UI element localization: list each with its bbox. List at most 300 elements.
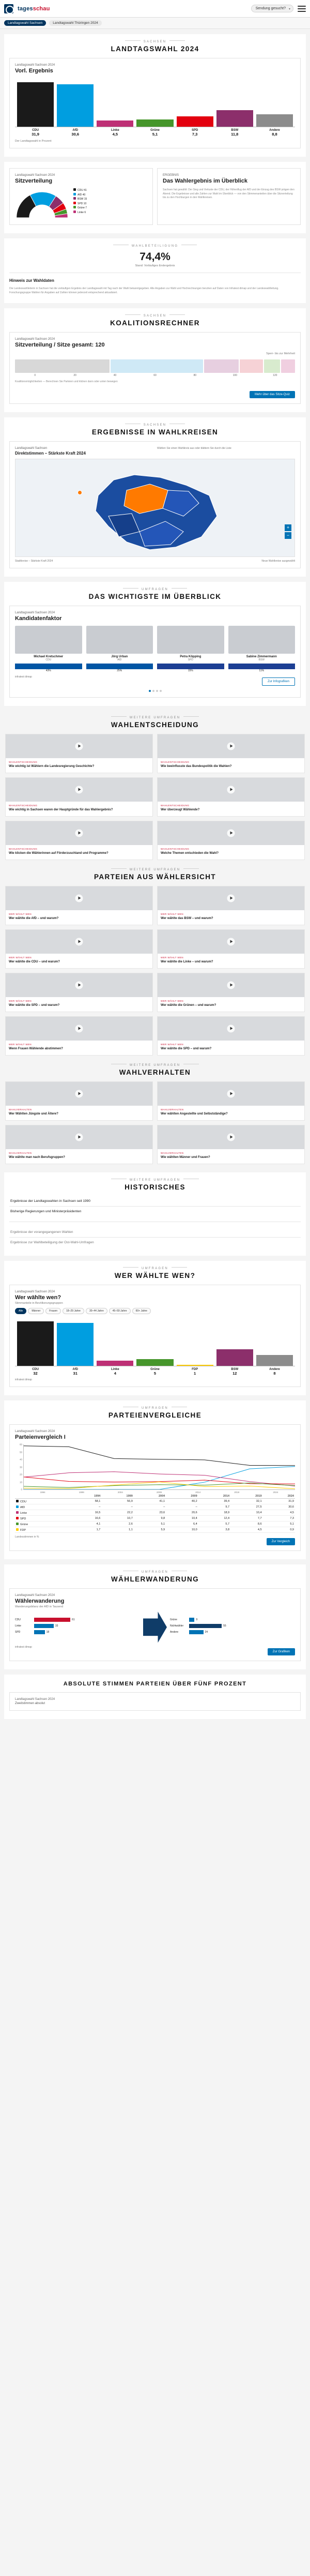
coalition-headline: Sitzverteilung / Sitze gesamt: 120 xyxy=(15,342,105,348)
filter-chip[interactable]: 30–44 Jahre xyxy=(86,1308,107,1314)
migration-value: 61 xyxy=(72,1618,75,1622)
table-cell: 10,4 xyxy=(256,1511,262,1515)
teaser-card[interactable] xyxy=(157,929,305,969)
table-header: 2024 xyxy=(263,1494,295,1499)
table-cell-party: SPD xyxy=(15,1516,69,1522)
history-list xyxy=(9,1196,301,1216)
migration-value: 9 xyxy=(196,1618,198,1622)
table-cell-party: CDU xyxy=(15,1499,69,1504)
parties-teaser-grid xyxy=(5,886,305,1056)
migration-bar xyxy=(34,1630,45,1634)
table-cell: 9,7 xyxy=(225,1505,230,1509)
teaser-thumbnail xyxy=(6,1017,152,1041)
constituency-legend-note: Wählen Sie einen Wahlkreis aus oder blättern Sie durch die Liste xyxy=(157,446,231,450)
play-icon[interactable] xyxy=(75,1134,83,1141)
teaser-tag: WAHLENTSCHEIDUNG xyxy=(9,847,38,850)
bar-label: SPD 7,3 xyxy=(191,129,198,137)
table-cell: 4,5 xyxy=(257,1528,262,1532)
whovoted-sub: Stimmanteile in Bevölkerungsgruppen xyxy=(15,1302,63,1305)
overview-text-card xyxy=(157,168,301,225)
teaser-headline: Wer wählte die SPD – und warum? xyxy=(161,1047,212,1051)
behaviour-kicker xyxy=(5,1064,305,1067)
scale-tick: 100 xyxy=(233,374,237,377)
x-tick: 2014 xyxy=(195,1491,201,1494)
play-icon[interactable] xyxy=(227,1134,235,1141)
table-cell: 16,6 xyxy=(95,1517,101,1520)
teaser-headline: Wer wählte die AfD – und warum? xyxy=(9,916,59,920)
play-icon[interactable] xyxy=(75,786,83,793)
candidate-eyebrow: Landtagswahl Sachsen 2024 xyxy=(15,611,55,614)
coalition-block[interactable] xyxy=(111,359,203,373)
avatar xyxy=(157,626,224,654)
whovoted-group-filter[interactable] xyxy=(15,1308,295,1314)
table-cell-party: FDP xyxy=(15,1527,69,1533)
teaser-card[interactable] xyxy=(5,1125,153,1164)
coalition-section xyxy=(4,308,306,412)
avatar xyxy=(15,626,82,654)
migration-row xyxy=(170,1630,295,1634)
table-row xyxy=(15,1499,295,1504)
bar-column xyxy=(216,78,253,127)
table-cell: 9,8 xyxy=(161,1517,165,1520)
migration-row xyxy=(15,1618,140,1622)
decision-teaser-grid xyxy=(5,734,305,860)
play-icon[interactable] xyxy=(75,742,83,750)
teaser-thumbnail xyxy=(158,1017,304,1041)
teaser-headline: Wie wählten Männer und Frauen? xyxy=(161,1156,210,1159)
seats-card xyxy=(9,168,153,225)
migration-label: CDU xyxy=(15,1618,21,1622)
absolute-sub: Zweitstimmen absolut xyxy=(15,1702,45,1706)
teaser-card[interactable] xyxy=(157,1016,305,1056)
y-tick: 50 xyxy=(19,1451,22,1454)
coalition-button-row xyxy=(15,388,295,398)
brand-part-1: tages xyxy=(18,5,33,12)
migration-kicker-text: UMFRAGEN xyxy=(142,1571,168,1574)
table-cell: 16,5 xyxy=(95,1511,101,1515)
table-cell: 40,2 xyxy=(191,1500,197,1503)
result-kicker xyxy=(9,40,301,43)
table-cell: 22,2 xyxy=(127,1511,133,1515)
teaser-thumbnail xyxy=(158,930,304,954)
filter-chip[interactable]: 18–29 Jahre xyxy=(63,1308,84,1314)
overview-title: Das Wahlergebnis im Überblick xyxy=(163,178,248,184)
teaser-headline: Wer wählte die Linke – und warum? xyxy=(161,960,213,963)
candidate-name: Michael Kretschmer xyxy=(34,655,64,658)
teaser-tag: WAHLENTSCHEIDUNG xyxy=(161,847,190,850)
teaser-tag: WER WÄHLT WEN xyxy=(9,1043,32,1046)
candidate-headline: Kandidatenfaktor xyxy=(15,615,62,622)
map-marker-icon xyxy=(78,490,82,495)
candidate-party: SPD xyxy=(188,658,193,661)
teaser-thumbnail xyxy=(158,734,304,758)
teaser-card[interactable] xyxy=(5,1081,153,1121)
teaser-tag: WAHLENTSCHEIDUNG xyxy=(161,804,190,807)
teaser-tag: WAHLVERHALTEN xyxy=(161,1108,184,1111)
bar-column xyxy=(256,1317,293,1366)
table-row xyxy=(15,1510,295,1516)
play-icon[interactable] xyxy=(75,829,83,837)
chevron-down-icon: ▾ xyxy=(288,8,290,11)
legend-item: SPD 10 xyxy=(73,202,87,206)
candidate-card-item[interactable] xyxy=(228,626,296,672)
behaviour-teaser-grid xyxy=(5,1081,305,1164)
brand-wordmark[interactable] xyxy=(18,6,50,12)
teaser-thumbnail xyxy=(158,778,304,802)
table-cell: 39,4 xyxy=(224,1500,230,1503)
table-cell: 8,6 xyxy=(257,1523,262,1526)
coalition-scale xyxy=(15,374,295,377)
coalition-card xyxy=(9,332,301,404)
coalition-seat-row[interactable] xyxy=(15,359,295,373)
y-tick: 40 xyxy=(19,1458,22,1461)
bar-label: BSW 11,8 xyxy=(231,129,239,137)
bar-column xyxy=(97,78,133,127)
bar-label: CDU 31,9 xyxy=(32,129,39,137)
filter-chip[interactable]: Frauen xyxy=(45,1308,61,1314)
bar-label: BSW 12 xyxy=(231,1368,239,1376)
menu-button[interactable] xyxy=(298,4,306,13)
breadcrumb-item-1[interactable]: Landtagswahl Thüringen 2024 xyxy=(49,20,101,26)
bar-label: Andere 8,8 xyxy=(269,129,280,137)
scale-tick: 60 xyxy=(153,374,157,377)
compare-table-head xyxy=(15,1494,295,1499)
bar-label: CDU 32 xyxy=(32,1368,39,1376)
migration-bar xyxy=(189,1618,194,1622)
table-header xyxy=(15,1494,69,1499)
teaser-card[interactable] xyxy=(5,973,153,1012)
seats-donut-wrap xyxy=(15,188,147,219)
teaser-headline: Wer wählte die CDU – und warum? xyxy=(9,960,60,963)
bar xyxy=(216,110,253,127)
migration-value: 24 xyxy=(205,1631,208,1634)
table-row xyxy=(15,1527,295,1533)
teaser-card[interactable] xyxy=(5,821,153,860)
series-line xyxy=(24,1482,295,1489)
teaser-card[interactable] xyxy=(5,886,153,925)
migration-label: SPD xyxy=(15,1631,21,1634)
coalition-block[interactable] xyxy=(15,359,110,373)
y-tick: 20 xyxy=(19,1473,22,1476)
bar-label: Linke 4,5 xyxy=(111,129,119,137)
filter-chip[interactable]: 60+ Jahre xyxy=(132,1308,151,1314)
teaser-tag: WAHLENTSCHEIDUNG xyxy=(9,760,38,763)
top-bar xyxy=(0,0,310,18)
coalition-block[interactable] xyxy=(240,359,263,373)
teaser-tag: WER WÄHLT WEN xyxy=(9,956,32,959)
avatar xyxy=(228,626,296,654)
candidate-kicker-text: UMFRAGEN xyxy=(142,587,168,591)
map-zoom-out-button[interactable]: − xyxy=(285,532,291,539)
bar-column xyxy=(97,1317,133,1366)
coalition-foot: Koalitionsmöglichkeiten — Berechnen Sie Parteien und klicken dann oder unten bewegen xyxy=(15,380,118,383)
legend-item: AfD 40 xyxy=(73,193,87,198)
table-cell: 27,5 xyxy=(256,1505,262,1509)
constituency-kicker xyxy=(9,424,301,427)
teaser-card[interactable] xyxy=(157,1125,305,1164)
play-icon[interactable] xyxy=(227,786,235,793)
candidate-card xyxy=(9,606,301,698)
history-kicker-text: WEITERE UMFRAGEN xyxy=(129,1179,181,1182)
teaser-card[interactable] xyxy=(157,1081,305,1121)
candidate-bar xyxy=(15,664,82,669)
parties-kicker xyxy=(5,868,305,871)
teaser-headline: Wenn Frauen Wählende abstimmen? xyxy=(9,1047,63,1051)
table-row xyxy=(15,1516,295,1522)
teaser-card[interactable] xyxy=(5,1016,153,1056)
candidate-name: Petra Köpping xyxy=(180,655,202,658)
bar-column xyxy=(136,78,173,127)
teaser-thumbnail xyxy=(6,973,152,997)
candidate-card-item[interactable] xyxy=(157,626,224,672)
whovoted-source: infratest dimap xyxy=(15,1378,32,1382)
table-cell: 5,9 xyxy=(161,1528,165,1532)
search-input[interactable] xyxy=(251,5,293,12)
table-cell: 2,6 xyxy=(129,1523,133,1526)
coalition-kicker-text: SACHSEN xyxy=(143,314,167,318)
table-cell: 56,9 xyxy=(127,1500,133,1503)
bar xyxy=(97,120,133,127)
series-line xyxy=(24,1446,295,1466)
list-item[interactable]: Ergebnisse der vorangegangenen Wahlen xyxy=(10,1230,73,1234)
table-cell: 3,8 xyxy=(225,1528,230,1532)
whovoted-card xyxy=(9,1285,301,1387)
coalition-block[interactable] xyxy=(264,359,280,373)
map-zoom-controls[interactable] xyxy=(285,524,291,539)
result-bar-labels xyxy=(15,127,295,137)
list-item[interactable]: Ergebnisse der Landtagswahlen in Sachsen seit 1990 xyxy=(10,1199,91,1203)
candidate-name: Jörg Urban xyxy=(111,655,128,658)
seats-title: Sitzverteilung xyxy=(15,178,53,184)
candidate-value: 11% xyxy=(259,669,265,672)
play-icon[interactable] xyxy=(75,981,83,989)
table-cell: 23,6 xyxy=(159,1511,165,1515)
bar-column xyxy=(177,1317,213,1366)
filter-chip[interactable]: 45–59 Jahre xyxy=(109,1308,131,1314)
coalition-button[interactable]: Mehr über das Sitze-Quiz xyxy=(250,391,295,398)
table-cell: 0,9 xyxy=(290,1528,294,1532)
compare-lines xyxy=(24,1444,295,1489)
bar-label: AfD 31 xyxy=(72,1368,79,1376)
map-footer-right: Neue Wahlkreise ausgewählt xyxy=(261,559,295,563)
teaser-thumbnail xyxy=(6,734,152,758)
migration-bar xyxy=(189,1624,222,1628)
y-tick: 60 xyxy=(19,1443,22,1446)
play-icon[interactable] xyxy=(75,894,83,902)
history-footer-list xyxy=(9,1227,301,1247)
teaser-card[interactable] xyxy=(5,929,153,969)
table-header: 1999 xyxy=(101,1494,133,1499)
play-icon[interactable] xyxy=(227,1090,235,1098)
scale-tick: 120 xyxy=(273,374,277,377)
candidate-value: 15% xyxy=(188,669,193,672)
table-cell: 6,4 xyxy=(193,1523,197,1526)
table-cell: – xyxy=(163,1505,165,1509)
migration-button[interactable]: Zur Grafiken xyxy=(268,1648,295,1655)
teaser-thumbnail xyxy=(158,1082,304,1106)
migration-bar xyxy=(34,1618,70,1622)
table-cell: 5,7 xyxy=(225,1523,230,1526)
result-eyebrow: Landtagswahl Sachsen 2024 xyxy=(15,64,55,67)
bar-column xyxy=(17,78,54,127)
map-zoom-in-button[interactable]: + xyxy=(285,524,291,531)
play-icon[interactable] xyxy=(227,938,235,945)
whovoted-headline: Wer wählte wen? xyxy=(15,1294,61,1301)
play-icon[interactable] xyxy=(75,938,83,945)
compare-headline: Parteienvergleich I xyxy=(15,1434,66,1441)
brand-part-2: schau xyxy=(33,5,50,12)
list-item[interactable]: Ergebnisse zur Wahlbeteiligung der Ost-Wahl-Umfragen xyxy=(9,1237,301,1247)
behaviour-title: WAHLVERHALTEN xyxy=(119,1068,191,1077)
behaviour-kicker-text: WEITERE UMFRAGEN xyxy=(129,1064,181,1067)
tagesschau-logo-icon[interactable] xyxy=(4,4,13,13)
result-section xyxy=(4,34,306,157)
teaser-card[interactable] xyxy=(157,886,305,925)
compare-table-body xyxy=(15,1499,295,1533)
y-tick: 10 xyxy=(19,1481,22,1484)
candidate-bar xyxy=(86,664,153,669)
compare-kicker-text: UMFRAGEN xyxy=(142,1407,168,1410)
scale-tick: 20 xyxy=(73,374,76,377)
compare-y-axis xyxy=(16,1444,23,1489)
play-icon[interactable] xyxy=(227,742,235,750)
legend-item: Grüne 7 xyxy=(73,206,87,210)
teaser-headline: Wie klicken die Wählerinnen auf Förderzuschland und Programme? xyxy=(9,851,109,855)
absolute-eyebrow: Landtagswahl Sachsen 2024 xyxy=(15,1698,55,1701)
teaser-thumbnail xyxy=(6,778,152,802)
migration-section xyxy=(4,1564,306,1669)
bar-label: AfD 30,6 xyxy=(71,129,80,137)
breadcrumb-item-0[interactable]: Landtagswahl Sachsen xyxy=(4,20,46,26)
table-header: 1994 xyxy=(69,1494,101,1499)
candidate-party: BSW xyxy=(258,658,265,661)
result-chart-card xyxy=(9,58,301,148)
teaser-card[interactable] xyxy=(5,734,153,773)
coalition-block[interactable] xyxy=(204,359,239,373)
compare-x-axis xyxy=(23,1491,295,1494)
migration-label: Linke xyxy=(15,1624,21,1628)
teaser-headline: Wer wählte die SPD – und warum? xyxy=(9,1003,60,1007)
teaser-tag: WER WÄHLT WEN xyxy=(161,1043,184,1046)
absolute-section xyxy=(4,1675,306,1719)
compare-title: PARTEIENVERGLEICHE xyxy=(108,1411,202,1420)
teaser-card[interactable] xyxy=(5,777,153,817)
candidate-source: infratest dimap xyxy=(15,675,32,679)
teaser-card[interactable] xyxy=(157,973,305,1012)
teaser-card[interactable] xyxy=(157,734,305,773)
teaser-card[interactable] xyxy=(157,777,305,817)
table-cell: – xyxy=(195,1505,197,1509)
candidate-bar xyxy=(228,664,296,669)
compare-section xyxy=(4,1400,306,1559)
teaser-tag: WAHLVERHALTEN xyxy=(161,1152,184,1155)
candidate-name: Sabine Zimmermann xyxy=(246,655,277,658)
teaser-tag: WER WÄHLT WEN xyxy=(161,999,184,1002)
migration-headline: Wählerwanderung xyxy=(15,1598,65,1605)
list-item[interactable]: Bisherige Regierungen und Ministerpräsidenten xyxy=(9,1206,301,1216)
teaser-card[interactable] xyxy=(157,821,305,860)
whovoted-bar-labels xyxy=(15,1366,295,1376)
seats-section xyxy=(4,162,306,233)
filter-chip[interactable]: Alle xyxy=(15,1308,26,1314)
candidate-card-item[interactable] xyxy=(15,626,82,672)
table-header: 2009 xyxy=(166,1494,198,1499)
overview-text: Sachsen hat gewählt: Der Sieg und Verluste der CDU, der Höhenflug der AfD und der Einzug des BSW prägen den Abend. Die Ergebnisse und alle Zahlen zur Wahl im Überblick — von den Stimmenanteilen über die Sitzverteilung bis zu den Hochburgen in den Wahlkreisen. xyxy=(163,188,295,199)
teaser-headline: Wer Wählten Jüngste und Ältere? xyxy=(9,1112,58,1116)
table-cell: 30,6 xyxy=(288,1505,294,1509)
candidate-kicker xyxy=(9,588,301,591)
compare-card xyxy=(9,1424,301,1551)
constituency-sub: Direktstimmen – Stärkste Kraft 2024 xyxy=(15,450,86,456)
table-cell: 7,7 xyxy=(257,1517,262,1520)
constituency-map[interactable] xyxy=(15,459,295,557)
behaviour-section xyxy=(0,1059,310,1167)
coalition-block[interactable] xyxy=(281,359,295,373)
table-cell: 41,1 xyxy=(159,1500,165,1503)
migration-value: 18 xyxy=(46,1631,50,1634)
table-cell: 58,1 xyxy=(95,1500,101,1503)
table-cell-party: AfD xyxy=(15,1504,69,1510)
whovoted-kicker-text: UMFRAGEN xyxy=(142,1267,168,1271)
play-icon[interactable] xyxy=(227,981,235,989)
teaser-thumbnail xyxy=(6,821,152,845)
teaser-headline: Wer überzeugt Wählende? xyxy=(161,808,200,811)
table-cell: 10,4 xyxy=(191,1517,197,1520)
compare-table xyxy=(15,1494,295,1533)
whovoted-section xyxy=(4,1261,306,1395)
table-cell: 5,1 xyxy=(161,1523,165,1526)
play-icon[interactable] xyxy=(75,1090,83,1098)
turnout-kicker xyxy=(9,245,301,248)
play-icon[interactable] xyxy=(227,829,235,837)
whovoted-title: WER WÄHLTE WEN? xyxy=(114,1272,196,1280)
migration-rows-right xyxy=(170,1618,295,1636)
teaser-thumbnail xyxy=(158,886,304,910)
migration-chart xyxy=(15,1611,295,1643)
carousel-dots[interactable] xyxy=(15,690,295,692)
teaser-tag: WAHLENTSCHEIDUNG xyxy=(161,760,190,763)
table-cell: – xyxy=(99,1505,101,1509)
saxony-map-shape xyxy=(16,459,295,557)
bar xyxy=(256,1355,293,1366)
coalition-hint: Sperr- bis zur Mehrheit xyxy=(266,352,295,355)
play-icon[interactable] xyxy=(227,894,235,902)
play-icon[interactable] xyxy=(227,1025,235,1033)
migration-card xyxy=(9,1588,301,1661)
whovoted-kicker xyxy=(9,1267,301,1270)
teaser-thumbnail xyxy=(158,821,304,845)
candidate-button[interactable]: Zur Infografiken xyxy=(262,677,295,686)
table-header: 2004 xyxy=(134,1494,166,1499)
parties-title: PARTEIEN AUS WÄHLERSICHT xyxy=(94,872,216,881)
result-foot: Der Landtagswahl in Prozent xyxy=(15,140,52,143)
bar-column xyxy=(57,78,94,127)
table-cell: 4,1 xyxy=(96,1523,101,1526)
compare-button[interactable]: Zur Vergleich xyxy=(267,1538,295,1545)
filter-chip[interactable]: Männer xyxy=(28,1308,44,1314)
candidate-value: 25% xyxy=(117,669,122,672)
parties-kicker-text: WEITERE UMFRAGEN xyxy=(129,868,181,871)
teaser-thumbnail xyxy=(6,1082,152,1106)
candidate-card-item[interactable] xyxy=(86,626,153,672)
coalition-title: KOALITIONSRECHNER xyxy=(110,319,200,327)
teaser-thumbnail xyxy=(6,886,152,910)
map-footer-left: Stadtkreise – Stärkste Kraft 2024 xyxy=(15,559,53,563)
bar-label: FDP 1 xyxy=(192,1368,198,1376)
candidate-section xyxy=(4,582,306,706)
turnout-label: Stand: Vorläufiges Endergebnis xyxy=(135,264,175,267)
play-icon[interactable] xyxy=(75,1025,83,1033)
